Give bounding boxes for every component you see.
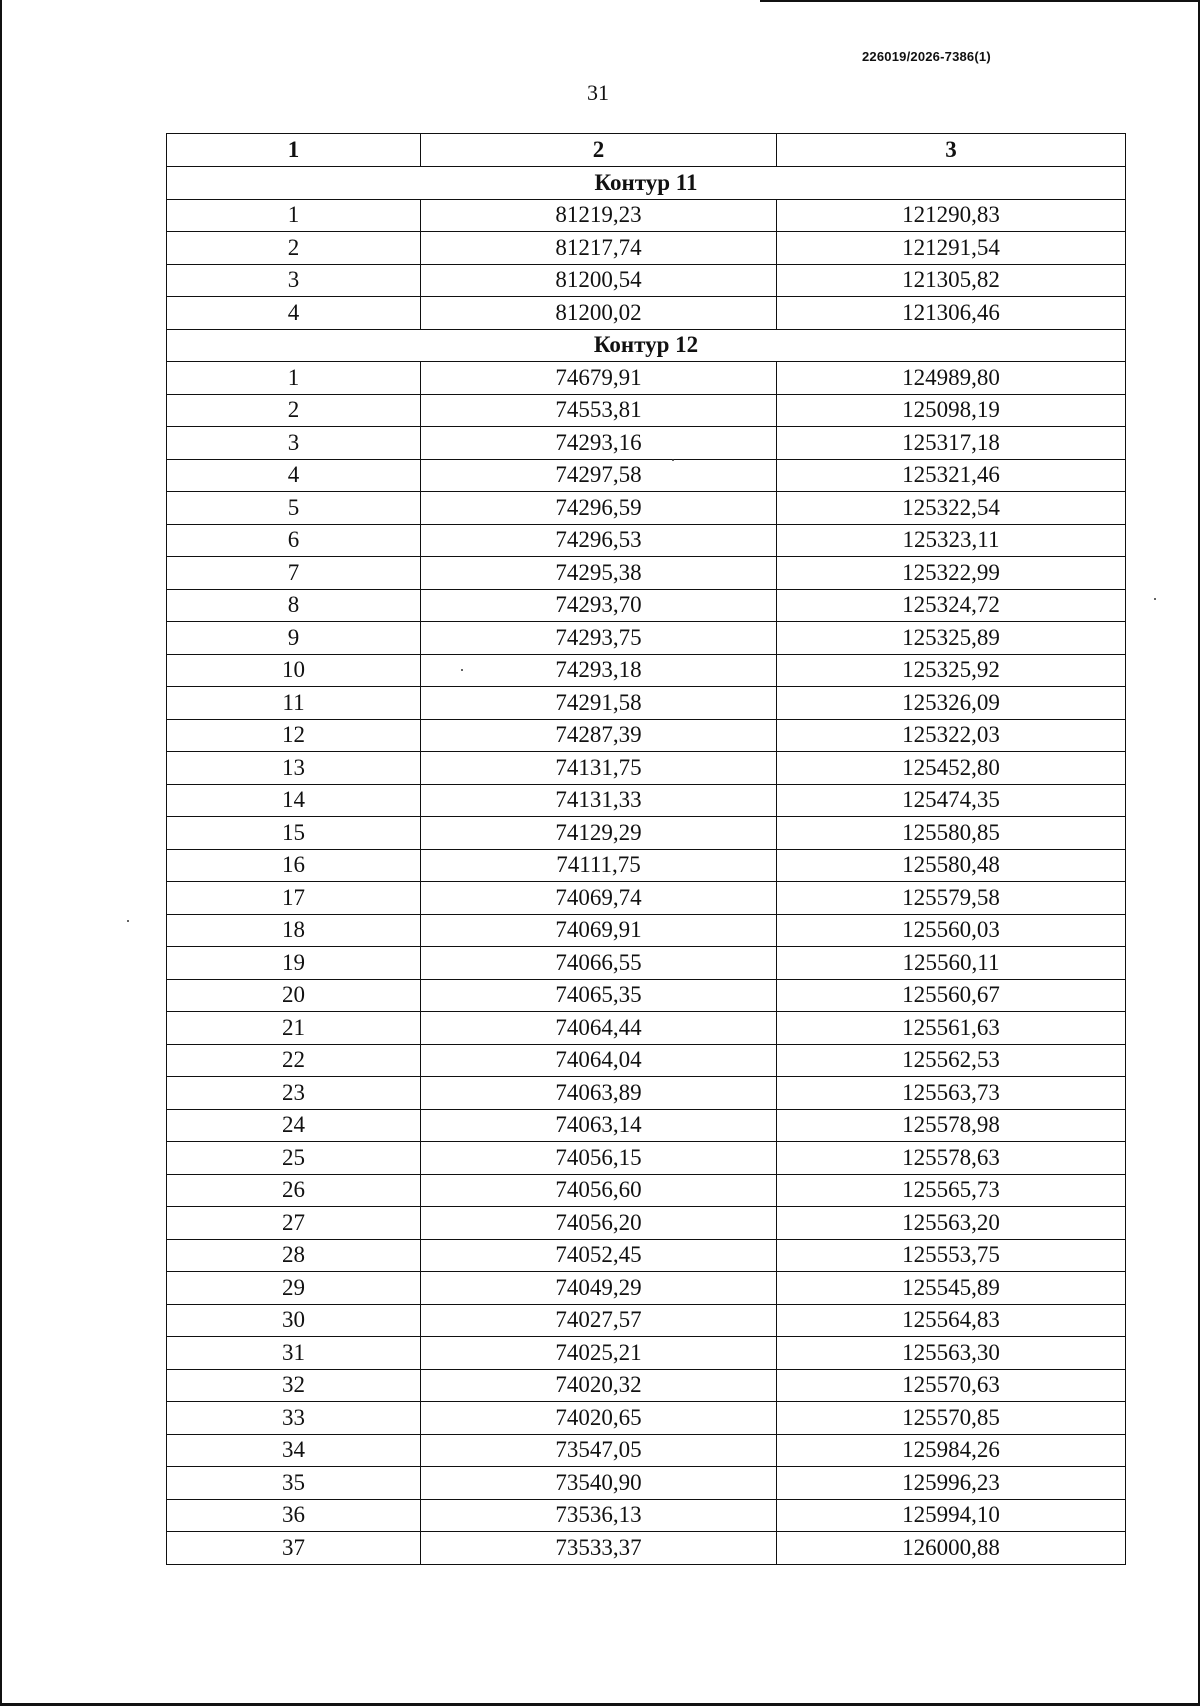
section-header-row: [167, 167, 1126, 200]
page-number: 31: [587, 80, 609, 105]
table-row: [167, 1142, 1126, 1175]
table-row: [167, 979, 1126, 1012]
y-coordinate-cell: 125984,26: [777, 1434, 1126, 1467]
y-coordinate-cell: 125562,53: [777, 1044, 1126, 1077]
y-coordinate-cell: 125553,75: [777, 1239, 1126, 1272]
point-number-cell: 33: [167, 1402, 421, 1435]
y-coordinate-cell: 125578,98: [777, 1109, 1126, 1142]
x-coordinate-cell: 74063,14: [421, 1109, 777, 1142]
point-number-cell: 2: [167, 394, 421, 427]
y-coordinate-cell: 125560,03: [777, 914, 1126, 947]
table-row: [167, 882, 1126, 915]
y-coordinate-cell: 125098,19: [777, 394, 1126, 427]
y-coordinate-cell: 125561,63: [777, 1012, 1126, 1045]
table-row: [167, 199, 1126, 232]
y-coordinate-cell: 125545,89: [777, 1272, 1126, 1305]
x-coordinate-cell: 74049,29: [421, 1272, 777, 1305]
section-header-row: [167, 329, 1126, 362]
scan-speck: [1154, 598, 1156, 600]
table-row: [167, 1369, 1126, 1402]
table-row: [167, 1532, 1126, 1565]
table-row: [167, 1174, 1126, 1207]
scan-speck: [672, 459, 674, 461]
table-row: [167, 524, 1126, 557]
table-row: [167, 232, 1126, 265]
table-row: [167, 784, 1126, 817]
x-coordinate-cell: 74056,20: [421, 1207, 777, 1240]
x-coordinate-cell: 74064,44: [421, 1012, 777, 1045]
table-row: [167, 1012, 1126, 1045]
scan-border-left: [0, 0, 2, 1706]
x-coordinate-cell: 73540,90: [421, 1467, 777, 1500]
x-coordinate-cell: 74291,58: [421, 687, 777, 720]
x-coordinate-cell: 74129,29: [421, 817, 777, 850]
table-row: [167, 492, 1126, 525]
y-coordinate-cell: 125321,46: [777, 459, 1126, 492]
x-coordinate-cell: 73536,13: [421, 1499, 777, 1532]
point-number-cell: 3: [167, 427, 421, 460]
y-coordinate-cell: 125578,63: [777, 1142, 1126, 1175]
table-row: [167, 1467, 1126, 1500]
table-row: [167, 589, 1126, 622]
point-number-cell: 24: [167, 1109, 421, 1142]
y-coordinate-cell: 121305,82: [777, 264, 1126, 297]
point-number-cell: 22: [167, 1044, 421, 1077]
table-row: [167, 719, 1126, 752]
x-coordinate-cell: 74293,70: [421, 589, 777, 622]
x-coordinate-cell: 74025,21: [421, 1337, 777, 1370]
point-number-cell: 15: [167, 817, 421, 850]
table-row: [167, 427, 1126, 460]
x-coordinate-cell: 74020,65: [421, 1402, 777, 1435]
x-coordinate-cell: 74293,16: [421, 427, 777, 460]
point-number-cell: 31: [167, 1337, 421, 1370]
x-coordinate-cell: 81200,02: [421, 297, 777, 330]
table-row: [167, 1499, 1126, 1532]
y-coordinate-cell: 126000,88: [777, 1532, 1126, 1565]
table-row: [167, 752, 1126, 785]
y-coordinate-cell: 125560,11: [777, 947, 1126, 980]
table-row: [167, 1402, 1126, 1435]
y-coordinate-cell: 125579,58: [777, 882, 1126, 915]
point-number-cell: 18: [167, 914, 421, 947]
point-number-cell: 35: [167, 1467, 421, 1500]
point-number-cell: 1: [167, 362, 421, 395]
point-number-cell: 29: [167, 1272, 421, 1305]
x-coordinate-cell: 73547,05: [421, 1434, 777, 1467]
point-number-cell: 7: [167, 557, 421, 590]
point-number-cell: 8: [167, 589, 421, 622]
point-number-cell: 23: [167, 1077, 421, 1110]
column-header: 1: [167, 134, 421, 167]
point-number-cell: 1: [167, 199, 421, 232]
y-coordinate-cell: 125323,11: [777, 524, 1126, 557]
y-coordinate-cell: 125564,83: [777, 1304, 1126, 1337]
y-coordinate-cell: 125560,67: [777, 979, 1126, 1012]
table-row: [167, 1109, 1126, 1142]
point-number-cell: 21: [167, 1012, 421, 1045]
y-coordinate-cell: 121291,54: [777, 232, 1126, 265]
table-row: [167, 849, 1126, 882]
y-coordinate-cell: 125563,20: [777, 1207, 1126, 1240]
table-row: [167, 1337, 1126, 1370]
point-number-cell: 4: [167, 459, 421, 492]
point-number-cell: 28: [167, 1239, 421, 1272]
y-coordinate-cell: 125563,73: [777, 1077, 1126, 1110]
y-coordinate-cell: 125325,89: [777, 622, 1126, 655]
y-coordinate-cell: 125580,85: [777, 817, 1126, 850]
y-coordinate-cell: 125452,80: [777, 752, 1126, 785]
point-number-cell: 30: [167, 1304, 421, 1337]
table-row: [167, 459, 1126, 492]
column-header: 3: [777, 134, 1126, 167]
y-coordinate-cell: 125570,63: [777, 1369, 1126, 1402]
y-coordinate-cell: 125996,23: [777, 1467, 1126, 1500]
x-coordinate-cell: 74293,75: [421, 622, 777, 655]
x-coordinate-cell: 74065,35: [421, 979, 777, 1012]
x-coordinate-cell: 74293,18: [421, 654, 777, 687]
y-coordinate-cell: 125325,92: [777, 654, 1126, 687]
point-number-cell: 2: [167, 232, 421, 265]
table-row: [167, 654, 1126, 687]
point-number-cell: 13: [167, 752, 421, 785]
y-coordinate-cell: 125565,73: [777, 1174, 1126, 1207]
document-id: 226019/2026-7386(1): [862, 49, 991, 64]
table-body: [167, 167, 1126, 1565]
point-number-cell: 19: [167, 947, 421, 980]
table-row: [167, 1077, 1126, 1110]
x-coordinate-cell: 74056,15: [421, 1142, 777, 1175]
point-number-cell: 14: [167, 784, 421, 817]
table-row: [167, 817, 1126, 850]
x-coordinate-cell: 74297,58: [421, 459, 777, 492]
column-header: 2: [421, 134, 777, 167]
y-coordinate-cell: 125326,09: [777, 687, 1126, 720]
y-coordinate-cell: 125322,54: [777, 492, 1126, 525]
point-number-cell: 36: [167, 1499, 421, 1532]
point-number-cell: 11: [167, 687, 421, 720]
table-row: [167, 914, 1126, 947]
x-coordinate-cell: 74131,75: [421, 752, 777, 785]
point-number-cell: 10: [167, 654, 421, 687]
point-number-cell: 5: [167, 492, 421, 525]
y-coordinate-cell: 125324,72: [777, 589, 1126, 622]
y-coordinate-cell: 125474,35: [777, 784, 1126, 817]
table-row: [167, 1044, 1126, 1077]
y-coordinate-cell: 125570,85: [777, 1402, 1126, 1435]
x-coordinate-cell: 74679,91: [421, 362, 777, 395]
x-coordinate-cell: 74069,91: [421, 914, 777, 947]
table-header-row: [167, 134, 1126, 167]
x-coordinate-cell: 74111,75: [421, 849, 777, 882]
x-coordinate-cell: 74287,39: [421, 719, 777, 752]
point-number-cell: 37: [167, 1532, 421, 1565]
point-number-cell: 25: [167, 1142, 421, 1175]
point-number-cell: 32: [167, 1369, 421, 1402]
section-title: Контур 12: [167, 329, 1126, 362]
y-coordinate-cell: 125317,18: [777, 427, 1126, 460]
table-row: [167, 947, 1126, 980]
table-row: [167, 622, 1126, 655]
y-coordinate-cell: 124989,80: [777, 362, 1126, 395]
x-coordinate-cell: 74295,38: [421, 557, 777, 590]
table-row: [167, 1272, 1126, 1305]
point-number-cell: 9: [167, 622, 421, 655]
point-number-cell: 12: [167, 719, 421, 752]
x-coordinate-cell: 81217,74: [421, 232, 777, 265]
point-number-cell: 4: [167, 297, 421, 330]
coordinates-table: [166, 133, 1126, 1565]
point-number-cell: 27: [167, 1207, 421, 1240]
x-coordinate-cell: 74027,57: [421, 1304, 777, 1337]
x-coordinate-cell: 74069,74: [421, 882, 777, 915]
x-coordinate-cell: 74296,53: [421, 524, 777, 557]
x-coordinate-cell: 74056,60: [421, 1174, 777, 1207]
section-title: Контур 11: [167, 167, 1126, 200]
table-row: [167, 394, 1126, 427]
y-coordinate-cell: 125563,30: [777, 1337, 1126, 1370]
y-coordinate-cell: 125322,99: [777, 557, 1126, 590]
x-coordinate-cell: 81200,54: [421, 264, 777, 297]
point-number-cell: 34: [167, 1434, 421, 1467]
table-row: [167, 1304, 1126, 1337]
y-coordinate-cell: 125994,10: [777, 1499, 1126, 1532]
point-number-cell: 6: [167, 524, 421, 557]
table-row: [167, 557, 1126, 590]
x-coordinate-cell: 74064,04: [421, 1044, 777, 1077]
x-coordinate-cell: 73533,37: [421, 1532, 777, 1565]
table-row: [167, 1239, 1126, 1272]
point-number-cell: 20: [167, 979, 421, 1012]
y-coordinate-cell: 125322,03: [777, 719, 1126, 752]
y-coordinate-cell: 121290,83: [777, 199, 1126, 232]
x-coordinate-cell: 81219,23: [421, 199, 777, 232]
x-coordinate-cell: 74131,33: [421, 784, 777, 817]
table-row: [167, 1207, 1126, 1240]
table-row: [167, 297, 1126, 330]
x-coordinate-cell: 74296,59: [421, 492, 777, 525]
scan-border-top: [760, 0, 1200, 2]
point-number-cell: 3: [167, 264, 421, 297]
point-number-cell: 17: [167, 882, 421, 915]
x-coordinate-cell: 74553,81: [421, 394, 777, 427]
x-coordinate-cell: 74052,45: [421, 1239, 777, 1272]
point-number-cell: 16: [167, 849, 421, 882]
x-coordinate-cell: 74063,89: [421, 1077, 777, 1110]
scan-speck: [127, 920, 129, 922]
scan-speck: [461, 669, 463, 671]
table-row: [167, 1434, 1126, 1467]
table-row: [167, 264, 1126, 297]
table-row: [167, 362, 1126, 395]
y-coordinate-cell: 125580,48: [777, 849, 1126, 882]
x-coordinate-cell: 74066,55: [421, 947, 777, 980]
x-coordinate-cell: 74020,32: [421, 1369, 777, 1402]
table-row: [167, 687, 1126, 720]
y-coordinate-cell: 121306,46: [777, 297, 1126, 330]
point-number-cell: 26: [167, 1174, 421, 1207]
